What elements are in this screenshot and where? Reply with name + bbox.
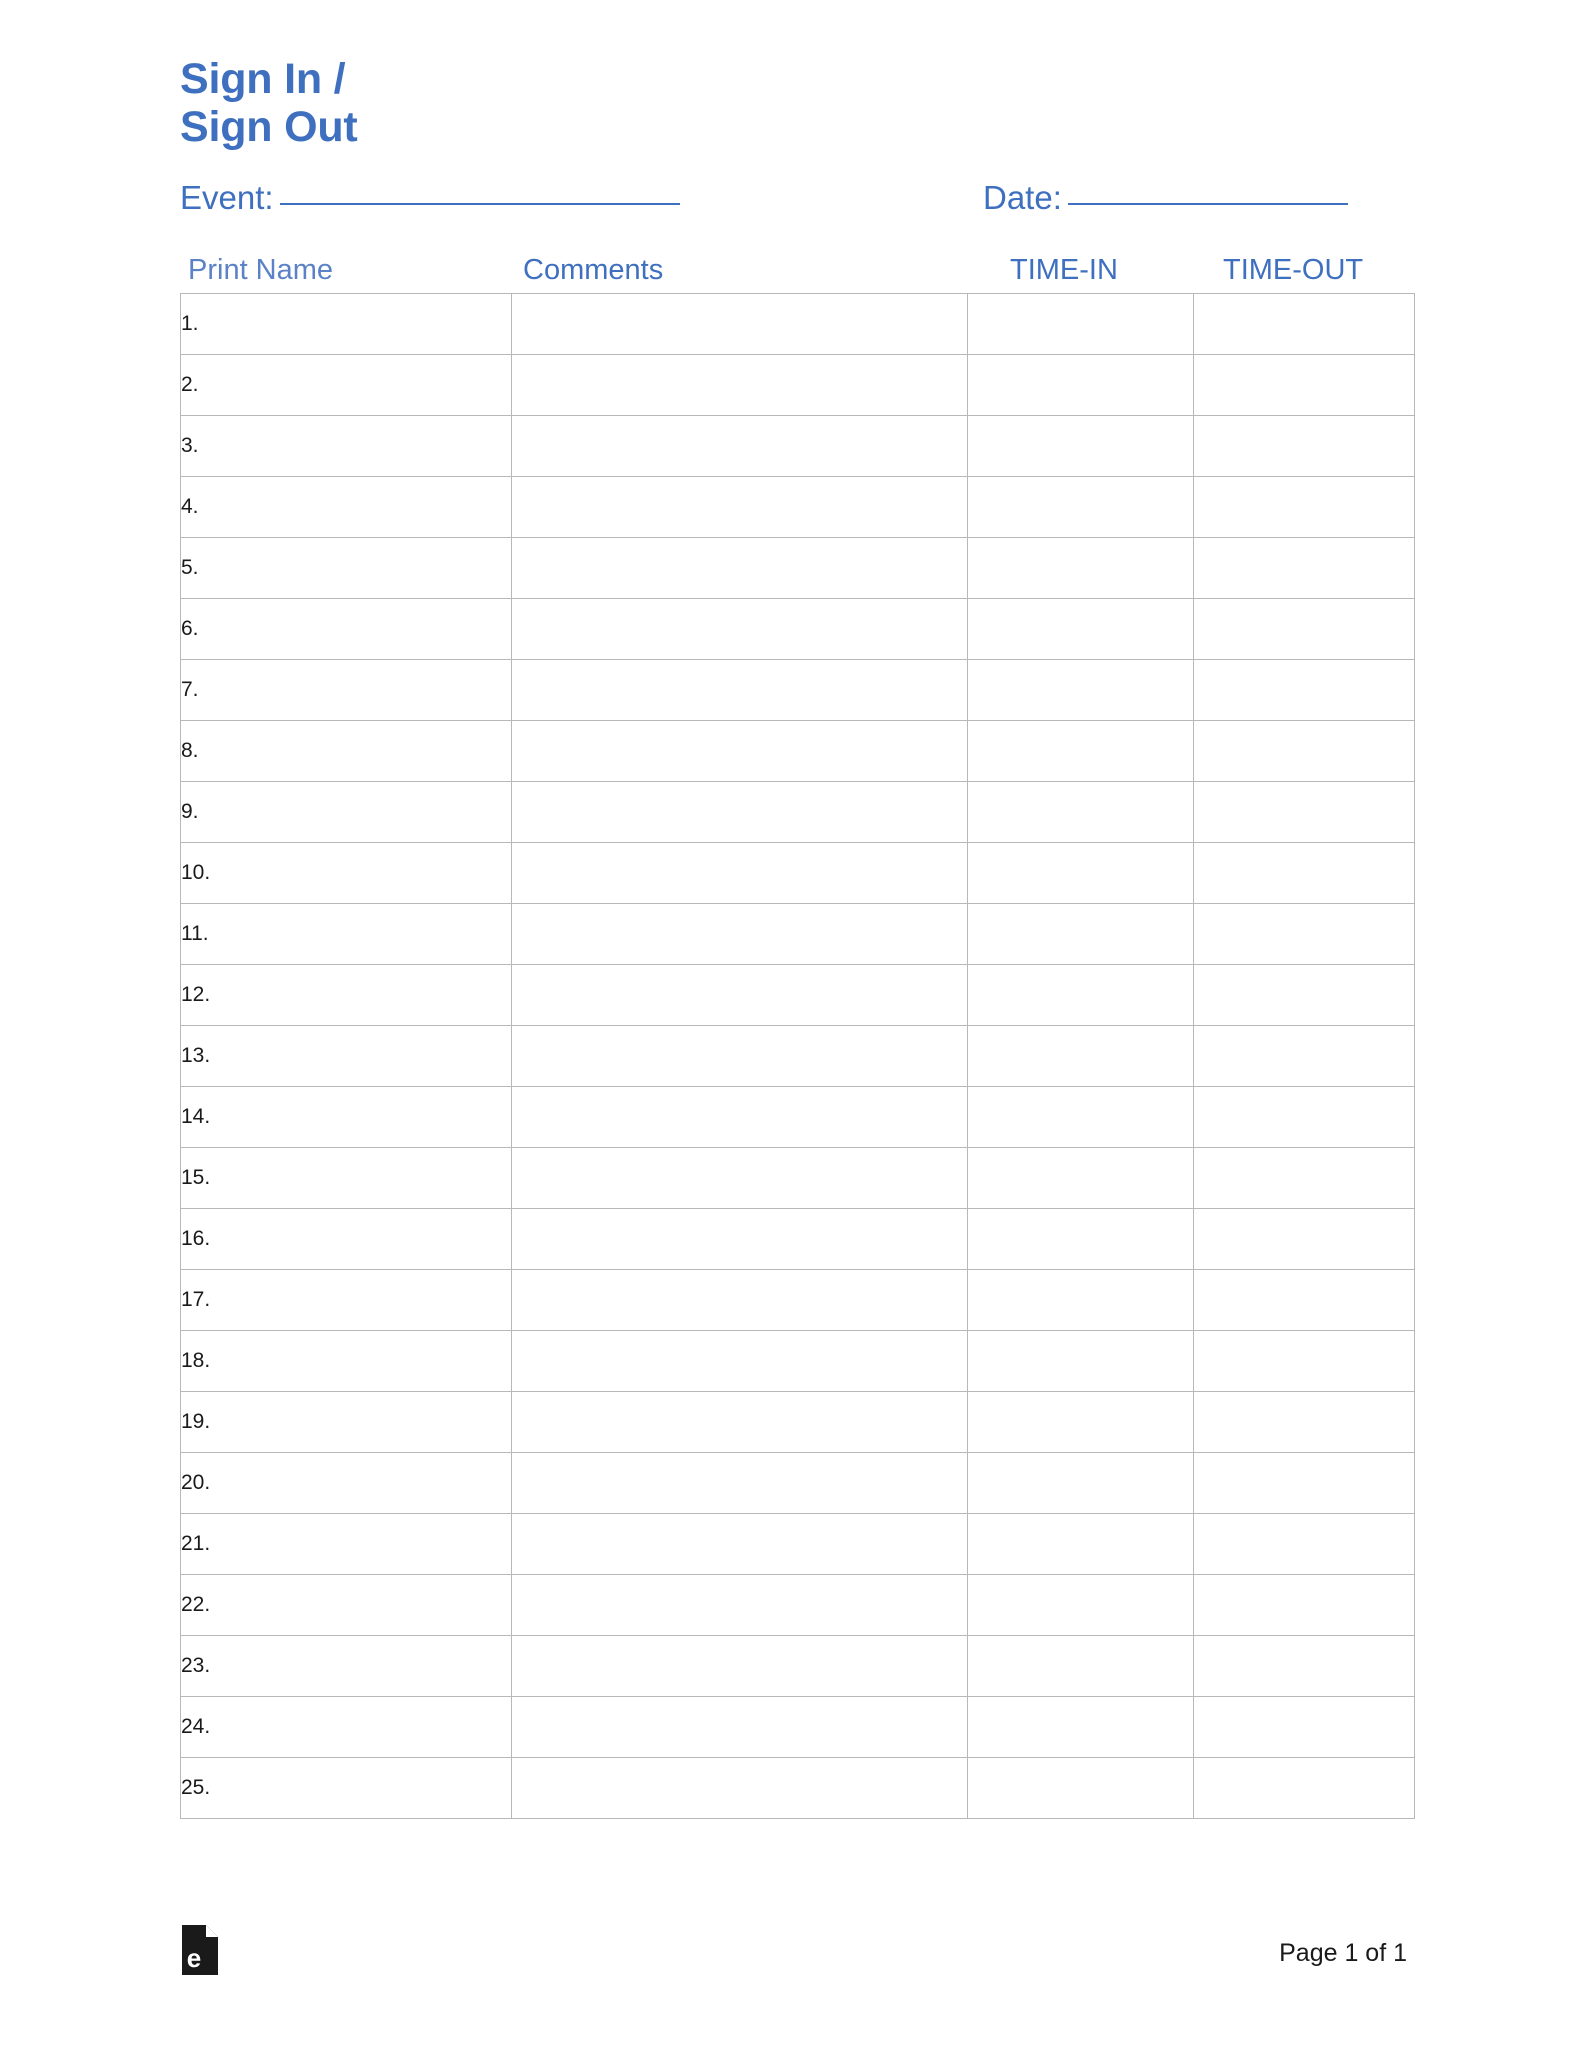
cell-time-out[interactable] bbox=[1194, 1087, 1415, 1148]
cell-time-in[interactable] bbox=[968, 294, 1194, 355]
page-title bbox=[180, 55, 1410, 151]
row-number: 20. bbox=[181, 1453, 512, 1514]
cell-time-in[interactable] bbox=[968, 1514, 1194, 1575]
cell-comments[interactable] bbox=[512, 904, 968, 965]
signin-table bbox=[180, 293, 1415, 1819]
cell-time-out[interactable] bbox=[1194, 843, 1415, 904]
cell-time-out[interactable] bbox=[1194, 1392, 1415, 1453]
cell-time-out[interactable] bbox=[1194, 1026, 1415, 1087]
cell-time-in[interactable] bbox=[968, 1331, 1194, 1392]
date-label: Date: bbox=[983, 179, 1062, 217]
cell-time-out[interactable] bbox=[1194, 721, 1415, 782]
column-header-print-name: Print Name bbox=[188, 254, 334, 287]
cell-comments[interactable] bbox=[512, 1331, 968, 1392]
cell-comments[interactable] bbox=[512, 1514, 968, 1575]
event-field[interactable] bbox=[180, 179, 680, 217]
cell-time-out[interactable] bbox=[1194, 1697, 1415, 1758]
column-header-time-out: TIME-OUT bbox=[1223, 254, 1364, 287]
column-header-comments: Comments bbox=[523, 254, 664, 287]
cell-comments[interactable] bbox=[512, 721, 968, 782]
cell-time-in[interactable] bbox=[968, 1575, 1194, 1636]
row-number: 25. bbox=[181, 1758, 512, 1819]
row-number: 10. bbox=[181, 843, 512, 904]
cell-time-out[interactable] bbox=[1194, 1270, 1415, 1331]
table-row bbox=[181, 477, 1415, 538]
row-number: 15. bbox=[181, 1148, 512, 1209]
cell-time-in[interactable] bbox=[968, 965, 1194, 1026]
event-label: Event: bbox=[180, 179, 274, 217]
table-row bbox=[181, 965, 1415, 1026]
cell-time-in[interactable] bbox=[968, 1392, 1194, 1453]
table-row bbox=[181, 1392, 1415, 1453]
table-row bbox=[181, 599, 1415, 660]
cell-time-out[interactable] bbox=[1194, 599, 1415, 660]
cell-comments[interactable] bbox=[512, 355, 968, 416]
table-row bbox=[181, 843, 1415, 904]
row-number: 8. bbox=[181, 721, 512, 782]
page-number-label: Page 1 of 1 bbox=[1279, 1939, 1407, 1967]
cell-time-out[interactable] bbox=[1194, 1758, 1415, 1819]
cell-comments[interactable] bbox=[512, 1270, 968, 1331]
cell-time-out[interactable] bbox=[1194, 1453, 1415, 1514]
table-row bbox=[181, 660, 1415, 721]
cell-comments[interactable] bbox=[512, 1758, 968, 1819]
cell-time-out[interactable] bbox=[1194, 1209, 1415, 1270]
cell-time-in[interactable] bbox=[968, 1148, 1194, 1209]
row-number: 4. bbox=[181, 477, 512, 538]
table-row bbox=[181, 1636, 1415, 1697]
cell-time-out[interactable] bbox=[1194, 904, 1415, 965]
cell-comments[interactable] bbox=[512, 599, 968, 660]
table-row bbox=[181, 1575, 1415, 1636]
row-number: 12. bbox=[181, 965, 512, 1026]
cell-time-in[interactable] bbox=[968, 843, 1194, 904]
cell-time-in[interactable] bbox=[968, 721, 1194, 782]
cell-time-out[interactable] bbox=[1194, 965, 1415, 1026]
cell-comments[interactable] bbox=[512, 477, 968, 538]
svg-text:e: e bbox=[186, 1943, 202, 1973]
cell-comments[interactable] bbox=[512, 1209, 968, 1270]
cell-time-in[interactable] bbox=[968, 538, 1194, 599]
table-row bbox=[181, 294, 1415, 355]
cell-time-in[interactable] bbox=[968, 660, 1194, 721]
cell-time-out[interactable] bbox=[1194, 477, 1415, 538]
cell-comments[interactable] bbox=[512, 416, 968, 477]
row-number: 2. bbox=[181, 355, 512, 416]
row-number: 24. bbox=[181, 1697, 512, 1758]
cell-time-out[interactable] bbox=[1194, 1331, 1415, 1392]
table-row bbox=[181, 782, 1415, 843]
cell-comments[interactable] bbox=[512, 1697, 968, 1758]
cell-time-in[interactable] bbox=[968, 1087, 1194, 1148]
row-number: 1. bbox=[181, 294, 512, 355]
table-row bbox=[181, 1514, 1415, 1575]
cell-time-in[interactable] bbox=[968, 416, 1194, 477]
row-number: 14. bbox=[181, 1087, 512, 1148]
cell-comments[interactable] bbox=[512, 965, 968, 1026]
cell-time-in[interactable] bbox=[968, 1636, 1194, 1697]
table-row bbox=[181, 1209, 1415, 1270]
cell-time-out[interactable] bbox=[1194, 1514, 1415, 1575]
eforms-logo-icon bbox=[180, 1925, 220, 1977]
cell-time-in[interactable] bbox=[968, 904, 1194, 965]
meta-row bbox=[180, 179, 1410, 227]
table-row bbox=[181, 1087, 1415, 1148]
event-blank-line[interactable] bbox=[280, 202, 680, 205]
row-number: 13. bbox=[181, 1026, 512, 1087]
row-number: 17. bbox=[181, 1270, 512, 1331]
row-number: 19. bbox=[181, 1392, 512, 1453]
table-row bbox=[181, 416, 1415, 477]
date-field[interactable] bbox=[983, 179, 1348, 217]
cell-time-out[interactable] bbox=[1194, 660, 1415, 721]
cell-time-out[interactable] bbox=[1194, 538, 1415, 599]
cell-time-in[interactable] bbox=[968, 1758, 1194, 1819]
table-row bbox=[181, 355, 1415, 416]
row-number: 5. bbox=[181, 538, 512, 599]
cell-time-in[interactable] bbox=[968, 1026, 1194, 1087]
table-row bbox=[181, 1697, 1415, 1758]
row-number: 6. bbox=[181, 599, 512, 660]
column-header-time-in: TIME-IN bbox=[1010, 254, 1118, 287]
table-row bbox=[181, 538, 1415, 599]
document-content bbox=[180, 55, 1410, 1819]
table-row bbox=[181, 1758, 1415, 1819]
page-footer bbox=[180, 1925, 1407, 1985]
table-row bbox=[181, 1148, 1415, 1209]
table-row bbox=[181, 721, 1415, 782]
cell-time-out[interactable] bbox=[1194, 416, 1415, 477]
cell-time-out[interactable] bbox=[1194, 782, 1415, 843]
cell-time-out[interactable] bbox=[1194, 1575, 1415, 1636]
row-number: 18. bbox=[181, 1331, 512, 1392]
cell-time-in[interactable] bbox=[968, 1209, 1194, 1270]
table-row bbox=[181, 1331, 1415, 1392]
cell-comments[interactable] bbox=[512, 1575, 968, 1636]
cell-comments[interactable] bbox=[512, 294, 968, 355]
signin-table-body bbox=[181, 294, 1415, 1819]
cell-comments[interactable] bbox=[512, 660, 968, 721]
cell-comments[interactable] bbox=[512, 1026, 968, 1087]
row-number: 16. bbox=[181, 1209, 512, 1270]
cell-comments[interactable] bbox=[512, 782, 968, 843]
cell-comments[interactable] bbox=[512, 843, 968, 904]
cell-comments[interactable] bbox=[512, 1148, 968, 1209]
cell-time-in[interactable] bbox=[968, 1453, 1194, 1514]
cell-time-out[interactable] bbox=[1194, 1636, 1415, 1697]
table-row bbox=[181, 1453, 1415, 1514]
row-number: 21. bbox=[181, 1514, 512, 1575]
cell-comments[interactable] bbox=[512, 538, 968, 599]
date-blank-line[interactable] bbox=[1068, 202, 1348, 205]
cell-time-in[interactable] bbox=[968, 782, 1194, 843]
cell-comments[interactable] bbox=[512, 1453, 968, 1514]
cell-comments[interactable] bbox=[512, 1636, 968, 1697]
table-row bbox=[181, 904, 1415, 965]
cell-time-out[interactable] bbox=[1194, 294, 1415, 355]
cell-time-out[interactable] bbox=[1194, 355, 1415, 416]
cell-time-in[interactable] bbox=[968, 355, 1194, 416]
cell-time-in[interactable] bbox=[968, 599, 1194, 660]
cell-time-in[interactable] bbox=[968, 1270, 1194, 1331]
row-number: 11. bbox=[181, 904, 512, 965]
row-number: 23. bbox=[181, 1636, 512, 1697]
cell-time-in[interactable] bbox=[968, 1697, 1194, 1758]
cell-time-out[interactable] bbox=[1194, 1148, 1415, 1209]
cell-time-in[interactable] bbox=[968, 477, 1194, 538]
table-column-headers bbox=[180, 243, 1410, 287]
row-number: 22. bbox=[181, 1575, 512, 1636]
row-number: 9. bbox=[181, 782, 512, 843]
table-row bbox=[181, 1270, 1415, 1331]
cell-comments[interactable] bbox=[512, 1392, 968, 1453]
page-title-line-2: Sign Out bbox=[180, 103, 358, 152]
cell-comments[interactable] bbox=[512, 1087, 968, 1148]
row-number: 3. bbox=[181, 416, 512, 477]
table-row bbox=[181, 1026, 1415, 1087]
page-title-line-1: Sign In / bbox=[180, 55, 346, 103]
row-number: 7. bbox=[181, 660, 512, 721]
